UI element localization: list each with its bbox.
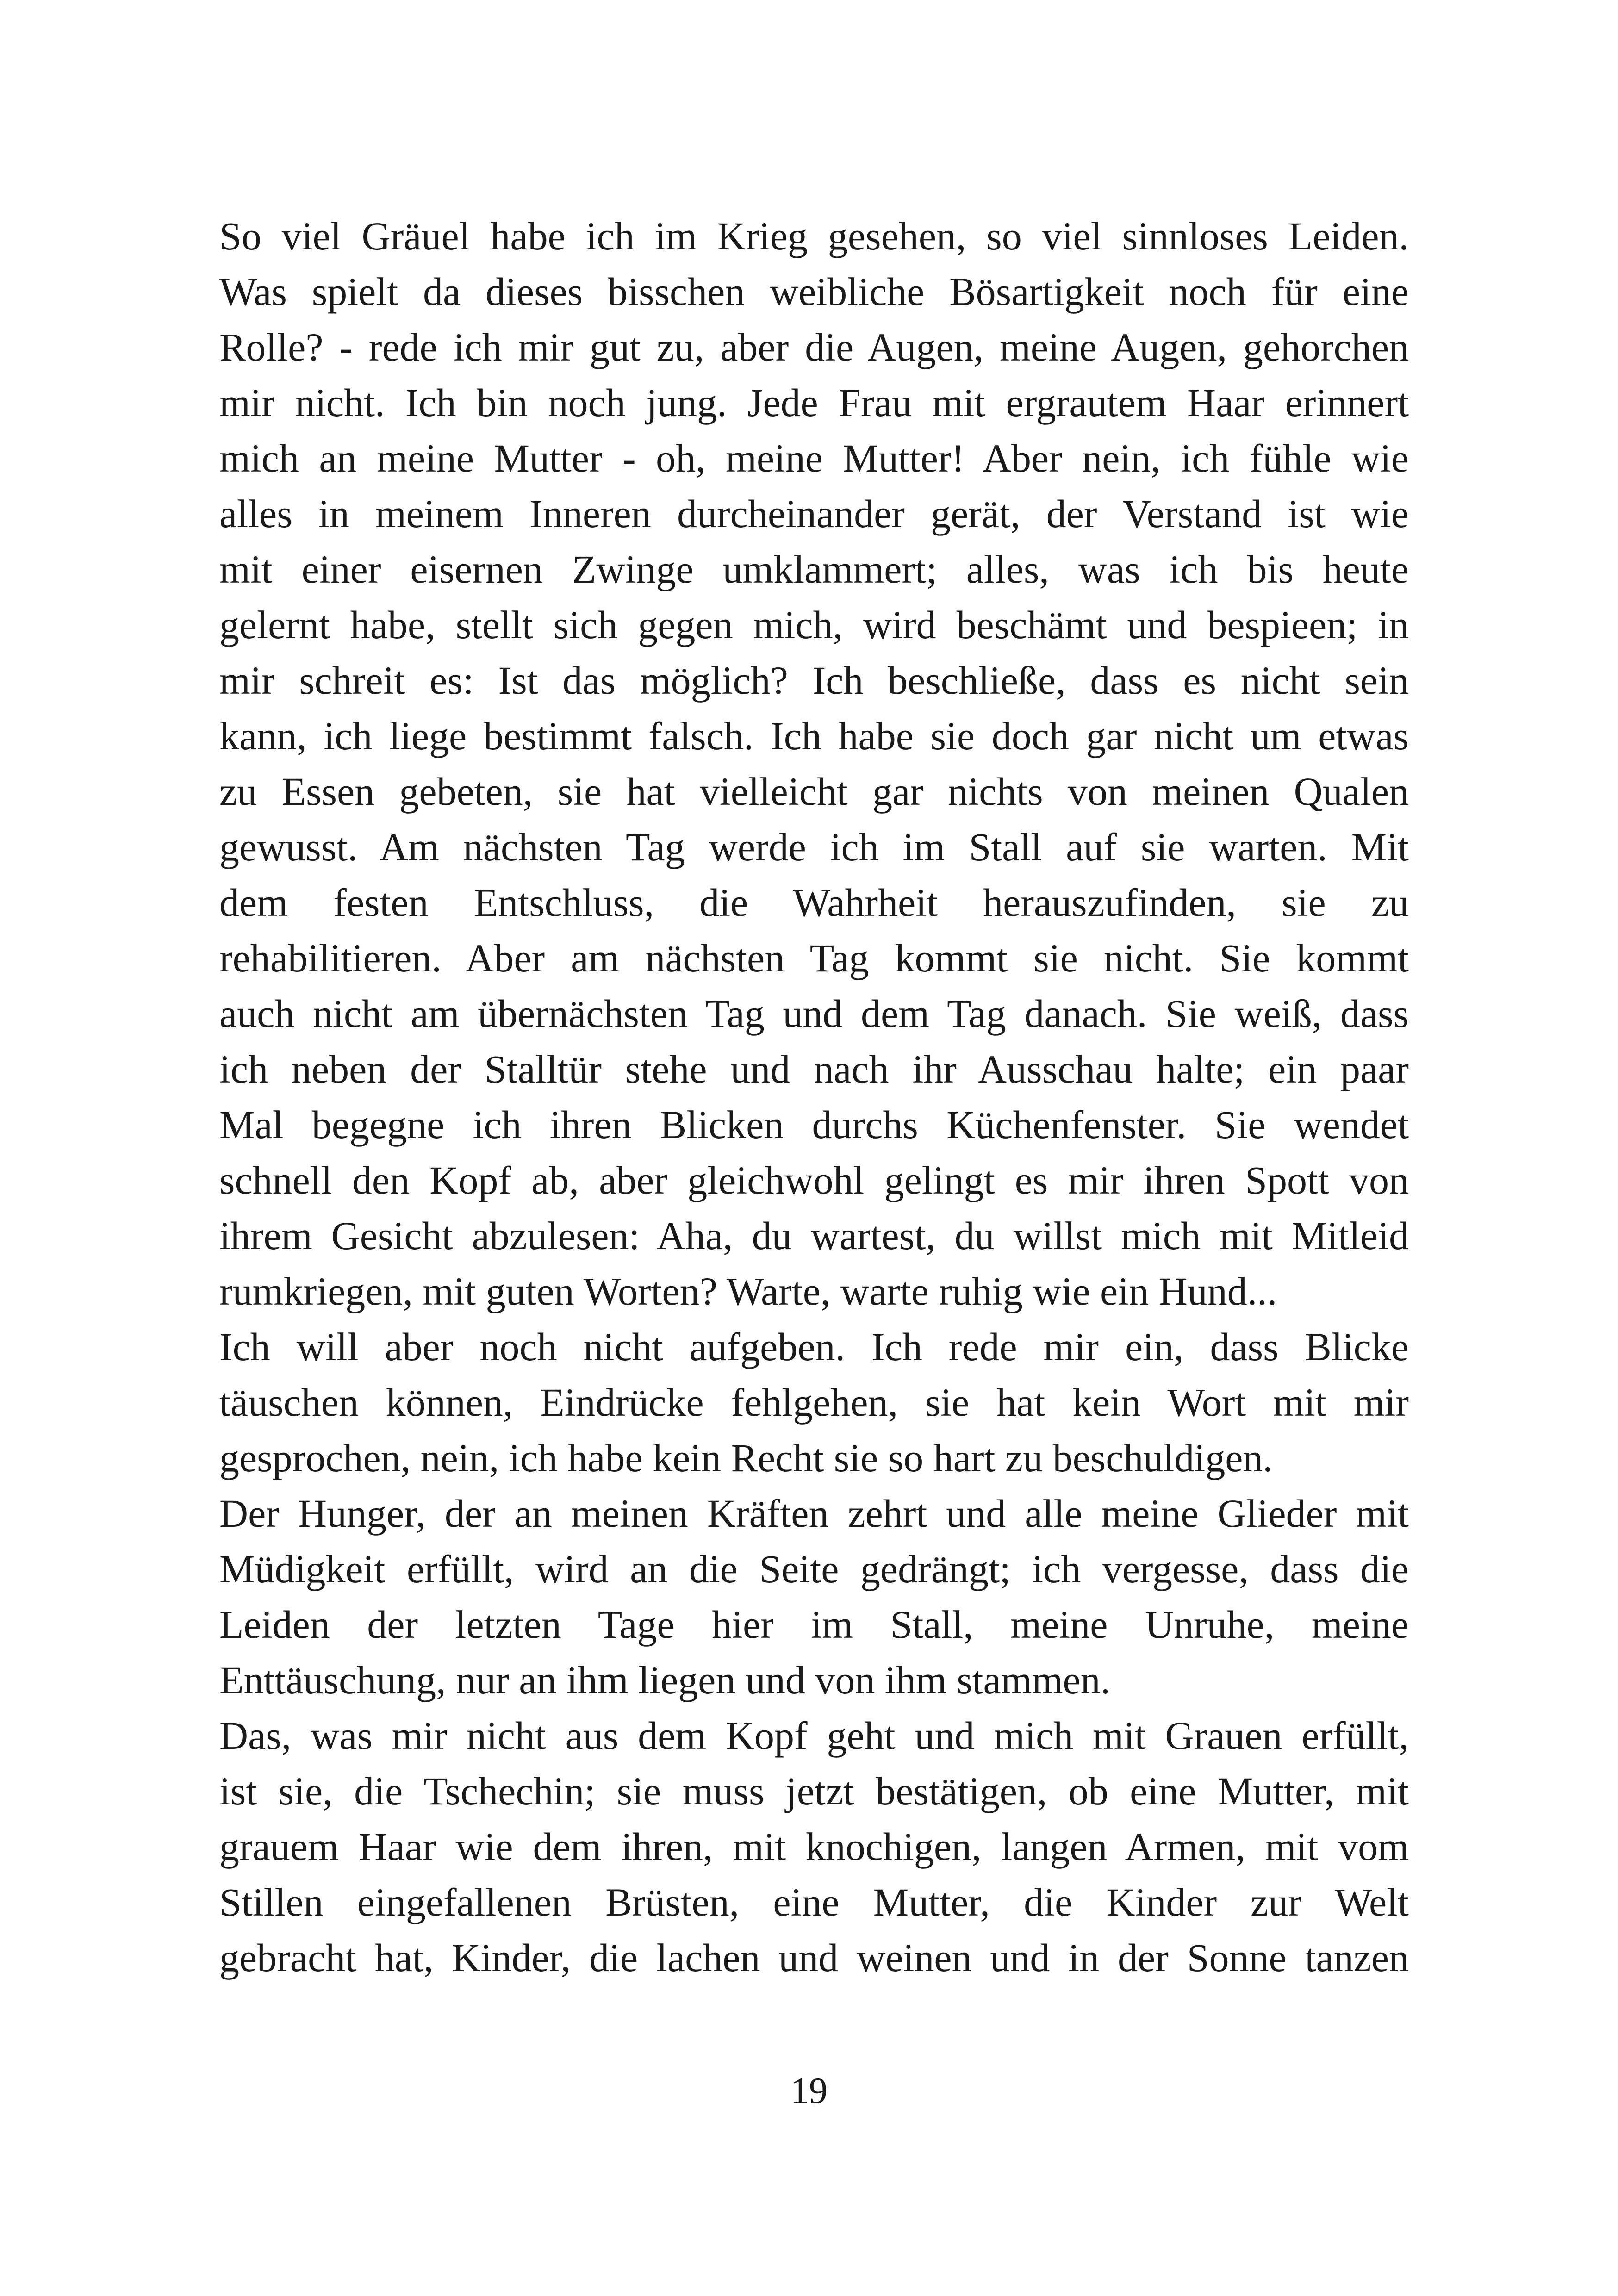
- body-text: [219, 208, 1409, 1985]
- text-line: Stillen eingefallenen Brüsten, eine Mutter, die Kinder zur Welt: [219, 1880, 1409, 1924]
- text-line: täuschen können, Eindrücke fehlgehen, sie hat kein Wort mit mir: [219, 1380, 1409, 1425]
- text-line: gewusst. Am nächsten Tag werde ich im Stall auf sie warten. Mit: [219, 825, 1409, 869]
- text-line: auch nicht am übernächsten Tag und dem Tag danach. Sie weiß, dass: [219, 991, 1409, 1036]
- text-line: alles in meinem Inneren durcheinander gerät, der Verstand ist wie: [219, 492, 1409, 536]
- text-line: ihrem Gesicht abzulesen: Aha, du wartest, du willst mich mit Mitleid: [219, 1213, 1409, 1258]
- text-line: Was spielt da dieses bisschen weibliche Bösartigkeit noch für eine: [219, 269, 1409, 314]
- text-line: rumkriegen, mit guten Worten? Warte, warte ruhig wie ein Hund...: [219, 1269, 1277, 1313]
- text-line: gebracht hat, Kinder, die lachen und weinen und in der Sonne tanzen: [219, 1935, 1409, 1980]
- text-line: grauem Haar wie dem ihren, mit knochigen, langen Armen, mit vom: [219, 1824, 1409, 1869]
- text-line: Der Hunger, der an meinen Kräften zehrt und alle meine Glieder mit: [219, 1491, 1409, 1536]
- text-line: Ich will aber noch nicht aufgeben. Ich rede mir ein, dass Blicke: [219, 1325, 1409, 1369]
- text-line: gelernt habe, stellt sich gegen mich, wird beschämt und bespieen; in: [219, 603, 1409, 647]
- text-line: Leiden der letzten Tage hier im Stall, meine Unruhe, meine: [219, 1602, 1409, 1647]
- text-line: Müdigkeit erfüllt, wird an die Seite gedrängt; ich vergesse, dass die: [219, 1547, 1409, 1591]
- text-line: kann, ich liege bestimmt falsch. Ich habe sie doch gar nicht um etwas: [219, 714, 1409, 758]
- text-line: Enttäuschung, nur an ihm liegen und von ihm stammen.: [219, 1658, 1111, 1702]
- text-line: dem festen Entschluss, die Wahrheit herauszufinden, sie zu: [219, 880, 1409, 925]
- text-line: mit einer eisernen Zwinge umklammert; alles, was ich bis heute: [219, 547, 1409, 591]
- text-line: rehabilitieren. Aber am nächsten Tag kommt sie nicht. Sie kommt: [219, 936, 1409, 980]
- text-line: So viel Gräuel habe ich im Krieg gesehen, so viel sinnloses Leiden.: [219, 214, 1409, 258]
- text-line: mir nicht. Ich bin noch jung. Jede Frau mit ergrautem Haar erinnert: [219, 380, 1409, 425]
- text-line: ist sie, die Tschechin; sie muss jetzt bestätigen, ob eine Mutter, mit: [219, 1769, 1409, 1813]
- page-number: 19: [790, 2071, 828, 2111]
- text-line: zu Essen gebeten, sie hat vielleicht gar nichts von meinen Qualen: [219, 769, 1409, 814]
- text-line: schnell den Kopf ab, aber gleichwohl gelingt es mir ihren Spott von: [219, 1158, 1409, 1202]
- text-line: mich an meine Mutter - oh, meine Mutter! Aber nein, ich fühle wie: [219, 436, 1409, 480]
- text-line: Mal begegne ich ihren Blicken durchs Küchenfenster. Sie wendet: [219, 1102, 1409, 1147]
- text-line: mir schreit es: Ist das möglich? Ich beschließe, dass es nicht sein: [219, 658, 1409, 703]
- text-line: Rolle? - rede ich mir gut zu, aber die Augen, meine Augen, gehorchen: [219, 325, 1409, 369]
- text-line: ich neben der Stalltür stehe und nach ihr Ausschau halte; ein paar: [219, 1047, 1409, 1091]
- text-line: Das, was mir nicht aus dem Kopf geht und mich mit Grauen erfüllt,: [219, 1713, 1409, 1758]
- text-line: gesprochen, nein, ich habe kein Recht sie so hart zu beschuldigen.: [219, 1436, 1273, 1480]
